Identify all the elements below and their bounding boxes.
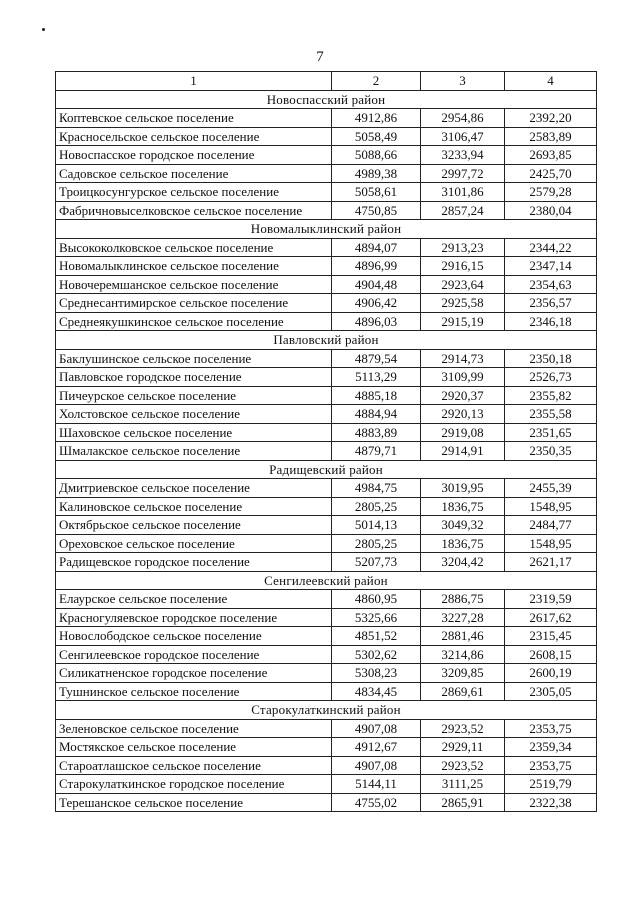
table-row (56, 793, 597, 812)
value-cell-col-2: 5144,11 (332, 775, 421, 794)
value-cell-col-4: 2693,85 (505, 146, 597, 165)
table-row (56, 312, 597, 331)
value-cell-col-4: 2356,57 (505, 294, 597, 313)
value-cell-col-4: 2392,20 (505, 109, 597, 128)
value-cell-col-3: 3233,94 (421, 146, 505, 165)
table-row (56, 238, 597, 257)
value-cell-col-2: 4912,67 (332, 738, 421, 757)
table-row (56, 553, 597, 572)
settlement-name-cell: Октябрьское сельское поселение (56, 516, 332, 535)
value-cell-col-3: 3214,86 (421, 645, 505, 664)
value-cell-col-4: 2484,77 (505, 516, 597, 535)
value-cell-col-3: 2920,13 (421, 405, 505, 424)
settlement-name-cell: Калиновское сельское поселение (56, 497, 332, 516)
table-row (56, 627, 597, 646)
value-cell-col-3: 2923,64 (421, 275, 505, 294)
settlement-name-cell: Терешанское сельское поселение (56, 793, 332, 812)
value-cell-col-3: 2886,75 (421, 590, 505, 609)
value-cell-col-4: 2353,75 (505, 756, 597, 775)
table-row (56, 183, 597, 202)
value-cell-col-3: 3101,86 (421, 183, 505, 202)
value-cell-col-3: 2923,52 (421, 719, 505, 738)
value-cell-col-4: 2359,34 (505, 738, 597, 757)
settlement-name-cell: Пичеурское сельское поселение (56, 386, 332, 405)
table-row (56, 275, 597, 294)
section-title: Павловский район (56, 331, 597, 350)
value-cell-col-4: 2354,63 (505, 275, 597, 294)
value-cell-col-2: 4883,89 (332, 423, 421, 442)
value-cell-col-3: 2915,19 (421, 312, 505, 331)
value-cell-col-2: 4912,86 (332, 109, 421, 128)
value-cell-col-2: 5325,66 (332, 608, 421, 627)
value-cell-col-2: 5113,29 (332, 368, 421, 387)
value-cell-col-2: 4906,42 (332, 294, 421, 313)
value-cell-col-3: 3204,42 (421, 553, 505, 572)
settlement-name-cell: Шаховское сельское поселение (56, 423, 332, 442)
section-header-row (56, 90, 597, 109)
value-cell-col-4: 2617,62 (505, 608, 597, 627)
table-row (56, 405, 597, 424)
value-cell-col-4: 2579,28 (505, 183, 597, 202)
table-row (56, 534, 597, 553)
settlement-name-cell: Холстовское сельское поселение (56, 405, 332, 424)
settlement-name-cell: Среднесантимирское сельское поселение (56, 294, 332, 313)
value-cell-col-3: 3209,85 (421, 664, 505, 683)
settlement-name-cell: Садовское сельское поселение (56, 164, 332, 183)
value-cell-col-2: 2805,25 (332, 534, 421, 553)
table-row (56, 368, 597, 387)
settlement-name-cell: Зеленовское сельское поселение (56, 719, 332, 738)
value-cell-col-3: 2913,23 (421, 238, 505, 257)
table-row (56, 590, 597, 609)
header-col-3: 3 (421, 72, 505, 91)
value-cell-col-4: 2305,05 (505, 682, 597, 701)
settlement-name-cell: Красногуляевское городское поселение (56, 608, 332, 627)
value-cell-col-4: 1548,95 (505, 497, 597, 516)
section-title: Радищевский район (56, 460, 597, 479)
value-cell-col-2: 4907,08 (332, 719, 421, 738)
value-cell-col-2: 4896,03 (332, 312, 421, 331)
value-cell-col-2: 4907,08 (332, 756, 421, 775)
value-cell-col-2: 4896,99 (332, 257, 421, 276)
section-header-row (56, 220, 597, 239)
value-cell-col-4: 2350,18 (505, 349, 597, 368)
table-row (56, 479, 597, 498)
header-col-2: 2 (332, 72, 421, 91)
settlement-name-cell: Мостякское сельское поселение (56, 738, 332, 757)
value-cell-col-4: 2355,58 (505, 405, 597, 424)
section-header-row (56, 571, 597, 590)
section-header-row (56, 331, 597, 350)
value-cell-col-3: 3109,99 (421, 368, 505, 387)
value-cell-col-2: 4984,75 (332, 479, 421, 498)
value-cell-col-4: 2347,14 (505, 257, 597, 276)
value-cell-col-2: 4989,38 (332, 164, 421, 183)
settlement-name-cell: Тушнинское сельское поселение (56, 682, 332, 701)
table-row (56, 645, 597, 664)
value-cell-col-3: 2954,86 (421, 109, 505, 128)
table-row (56, 146, 597, 165)
table-row (56, 257, 597, 276)
value-cell-col-3: 1836,75 (421, 497, 505, 516)
value-cell-col-3: 2865,91 (421, 793, 505, 812)
value-cell-col-2: 4860,95 (332, 590, 421, 609)
value-cell-col-3: 2869,61 (421, 682, 505, 701)
value-cell-col-4: 2346,18 (505, 312, 597, 331)
tariff-table (55, 71, 597, 812)
settlement-name-cell: Елаурское сельское поселение (56, 590, 332, 609)
value-cell-col-4: 2350,35 (505, 442, 597, 461)
settlement-name-cell: Фабричновыселковское сельское поселение (56, 201, 332, 220)
value-cell-col-4: 2353,75 (505, 719, 597, 738)
table-body (56, 90, 597, 812)
value-cell-col-3: 2929,11 (421, 738, 505, 757)
table-row (56, 516, 597, 535)
value-cell-col-4: 2344,22 (505, 238, 597, 257)
value-cell-col-4: 2600,19 (505, 664, 597, 683)
value-cell-col-2: 4834,45 (332, 682, 421, 701)
value-cell-col-4: 2621,17 (505, 553, 597, 572)
settlement-name-cell: Троицкосунгурское сельское поселение (56, 183, 332, 202)
settlement-name-cell: Староатлашское сельское поселение (56, 756, 332, 775)
value-cell-col-4: 2608,15 (505, 645, 597, 664)
value-cell-col-2: 4755,02 (332, 793, 421, 812)
value-cell-col-4: 2519,79 (505, 775, 597, 794)
value-cell-col-3: 2919,08 (421, 423, 505, 442)
table-row (56, 109, 597, 128)
value-cell-col-4: 2315,45 (505, 627, 597, 646)
settlement-name-cell: Среднеякушкинское сельское поселение (56, 312, 332, 331)
value-cell-col-3: 2923,52 (421, 756, 505, 775)
section-title: Новомалыклинский район (56, 220, 597, 239)
settlement-name-cell: Старокулаткинское городское поселение (56, 775, 332, 794)
value-cell-col-2: 5308,23 (332, 664, 421, 683)
settlement-name-cell: Высококолковское сельское поселение (56, 238, 332, 257)
table-row (56, 664, 597, 683)
section-title: Сенгилеевский район (56, 571, 597, 590)
settlement-name-cell: Новоспасское городское поселение (56, 146, 332, 165)
value-cell-col-3: 3019,95 (421, 479, 505, 498)
value-cell-col-2: 4851,52 (332, 627, 421, 646)
settlement-name-cell: Новочеремшанское сельское поселение (56, 275, 332, 294)
settlement-name-cell: Дмитриевское сельское поселение (56, 479, 332, 498)
value-cell-col-3: 2916,15 (421, 257, 505, 276)
table-row (56, 423, 597, 442)
settlement-name-cell: Павловское городское поселение (56, 368, 332, 387)
settlement-name-cell: Баклушинское сельское поселение (56, 349, 332, 368)
header-col-4: 4 (505, 72, 597, 91)
value-cell-col-3: 2914,91 (421, 442, 505, 461)
header-row (56, 72, 597, 91)
value-cell-col-2: 4879,54 (332, 349, 421, 368)
value-cell-col-2: 4884,94 (332, 405, 421, 424)
value-cell-col-3: 3111,25 (421, 775, 505, 794)
value-cell-col-2: 5058,61 (332, 183, 421, 202)
settlement-name-cell: Новомалыклинское сельское поселение (56, 257, 332, 276)
scan-speck (42, 28, 45, 31)
table-row (56, 497, 597, 516)
value-cell-col-3: 2857,24 (421, 201, 505, 220)
table-row (56, 756, 597, 775)
table-row (56, 294, 597, 313)
table-row (56, 608, 597, 627)
value-cell-col-4: 2355,82 (505, 386, 597, 405)
value-cell-col-4: 2526,73 (505, 368, 597, 387)
value-cell-col-4: 2425,70 (505, 164, 597, 183)
value-cell-col-2: 4885,18 (332, 386, 421, 405)
settlement-name-cell: Шмалакское сельское поселение (56, 442, 332, 461)
value-cell-col-2: 5207,73 (332, 553, 421, 572)
value-cell-col-4: 1548,95 (505, 534, 597, 553)
table-row (56, 164, 597, 183)
value-cell-col-2: 5058,49 (332, 127, 421, 146)
value-cell-col-2: 5088,66 (332, 146, 421, 165)
value-cell-col-2: 2805,25 (332, 497, 421, 516)
value-cell-col-2: 4750,85 (332, 201, 421, 220)
value-cell-col-4: 2322,38 (505, 793, 597, 812)
section-header-row (56, 460, 597, 479)
settlement-name-cell: Красносельское сельское поселение (56, 127, 332, 146)
value-cell-col-4: 2455,39 (505, 479, 597, 498)
section-title: Старокулаткинский район (56, 701, 597, 720)
value-cell-col-4: 2351,65 (505, 423, 597, 442)
table-row (56, 719, 597, 738)
table-row (56, 201, 597, 220)
settlement-name-cell: Радищевское городское поселение (56, 553, 332, 572)
table-row (56, 127, 597, 146)
table-row (56, 349, 597, 368)
value-cell-col-3: 2920,37 (421, 386, 505, 405)
value-cell-col-3: 2881,46 (421, 627, 505, 646)
section-header-row (56, 701, 597, 720)
settlement-name-cell: Коптевское сельское поселение (56, 109, 332, 128)
table-row (56, 442, 597, 461)
value-cell-col-3: 1836,75 (421, 534, 505, 553)
table-row (56, 682, 597, 701)
value-cell-col-4: 2583,89 (505, 127, 597, 146)
value-cell-col-3: 2997,72 (421, 164, 505, 183)
value-cell-col-4: 2380,04 (505, 201, 597, 220)
value-cell-col-4: 2319,59 (505, 590, 597, 609)
value-cell-col-2: 4879,71 (332, 442, 421, 461)
table-row (56, 775, 597, 794)
header-col-1: 1 (56, 72, 332, 91)
page-number: 7 (316, 49, 324, 65)
settlement-name-cell: Ореховское сельское поселение (56, 534, 332, 553)
table-row (56, 738, 597, 757)
value-cell-col-2: 4894,07 (332, 238, 421, 257)
value-cell-col-2: 5302,62 (332, 645, 421, 664)
value-cell-col-3: 3049,32 (421, 516, 505, 535)
value-cell-col-3: 3106,47 (421, 127, 505, 146)
settlement-name-cell: Силикатненское городское поселение (56, 664, 332, 683)
section-title: Новоспасский район (56, 90, 597, 109)
value-cell-col-3: 2914,73 (421, 349, 505, 368)
settlement-name-cell: Новослободское сельское поселение (56, 627, 332, 646)
value-cell-col-2: 5014,13 (332, 516, 421, 535)
table-row (56, 386, 597, 405)
value-cell-col-3: 2925,58 (421, 294, 505, 313)
value-cell-col-3: 3227,28 (421, 608, 505, 627)
settlement-name-cell: Сенгилеевское городское поселение (56, 645, 332, 664)
value-cell-col-2: 4904,48 (332, 275, 421, 294)
